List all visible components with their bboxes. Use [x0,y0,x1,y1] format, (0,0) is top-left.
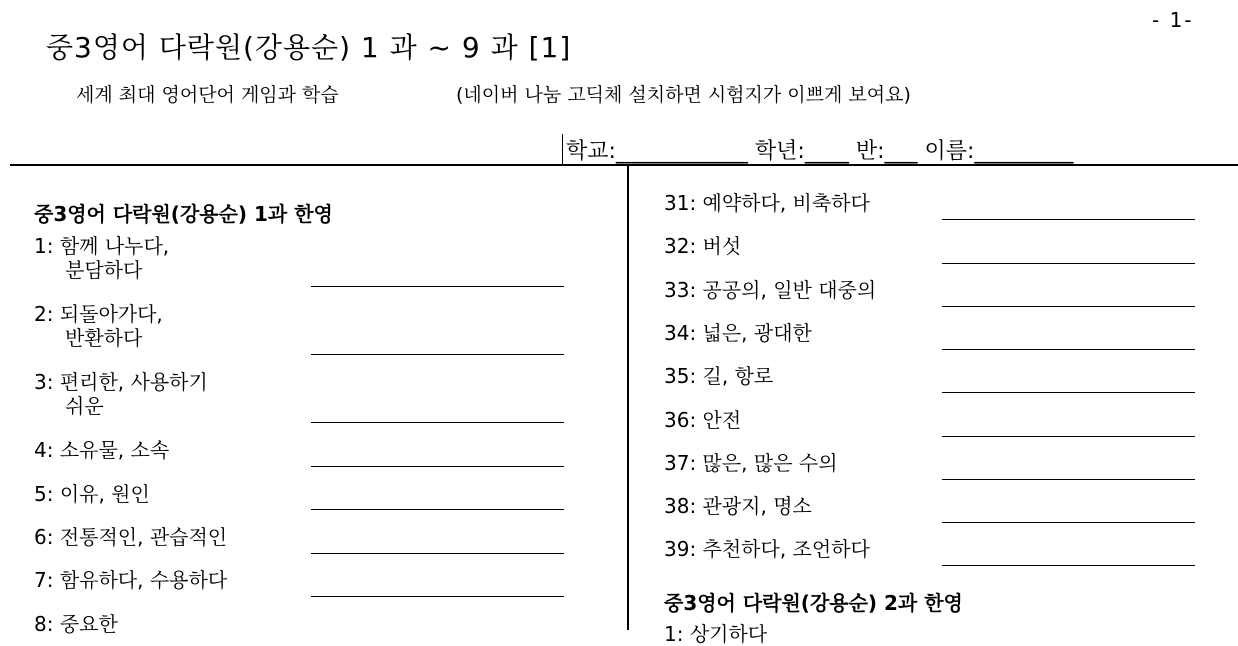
question-text: 버섯 [702,234,742,258]
answer-line[interactable] [942,479,1195,480]
question-text: 편리한, 사용하기 [59,370,208,394]
answer-line[interactable] [311,466,564,467]
question-number: 38: [664,494,697,518]
question-item [664,234,741,258]
question-text: 상기하다 [689,622,768,646]
question-text: 함유하다, 수용하다 [59,568,228,592]
question-number: 35: [664,364,697,388]
question-text: 함께 나누다, [59,234,170,258]
subtitle: 세계 최대 영어단어 게임과 학습 [76,84,339,106]
question-item [34,568,227,592]
question-item [664,364,773,388]
question-number: 2: [34,302,54,326]
question-number: 8: [34,612,54,636]
answer-line[interactable] [942,565,1195,566]
question-text: 소유물, 소속 [59,438,170,462]
question-item [664,408,741,432]
question-text: 예약하다, 비축하다 [702,191,870,215]
question-item [664,622,767,646]
question-number: 7: [34,568,54,592]
answer-line[interactable] [311,354,564,355]
question-item [34,302,163,350]
question-item [34,438,169,462]
question-text: 공공의, 일반 대중의 [702,278,877,302]
answer-line[interactable] [942,349,1195,350]
answer-line[interactable] [942,306,1195,307]
question-number: 4: [34,438,54,462]
question-text: 중요한 [59,612,118,636]
answer-line[interactable] [311,509,564,510]
question-text: 길, 항로 [702,364,774,388]
answer-line[interactable] [311,596,564,597]
question-item [664,191,870,215]
question-number: 37: [664,451,697,475]
font-install-tip: (네이버 나눔 고딕체 설치하면 시험지가 이쁘게 보여요) [456,84,911,106]
question-text: 안전 [702,408,742,432]
question-text-cont: 반환하다 [65,326,143,350]
answer-line[interactable] [311,553,564,554]
question-item [34,482,150,506]
question-item [664,537,870,561]
question-text: 많은, 많은 수의 [702,451,838,475]
question-number: 33: [664,278,697,302]
question-number: 31: [664,191,697,215]
question-item [34,370,208,418]
question-item [664,494,812,518]
question-number: 34: [664,321,697,345]
answer-line[interactable] [942,263,1195,264]
header-divider [10,164,1238,166]
student-info-fields: 학교:____________ 학년:____ 반:___ 이름:_________ [562,134,1073,165]
question-text-cont: 분담하다 [65,258,143,282]
section-title-lesson1: 중3영어 다락원(강용순) 1과 한영 [34,202,333,226]
answer-line[interactable] [942,522,1195,523]
question-item [664,321,812,345]
answer-line[interactable] [311,422,564,423]
column-divider [627,166,629,630]
question-item [34,612,118,636]
question-number: 39: [664,537,697,561]
question-number: 1: [34,234,54,258]
question-number: 32: [664,234,697,258]
question-number: 36: [664,408,697,432]
question-text: 추천하다, 조언하다 [702,537,870,561]
question-text: 전통적인, 관습적인 [59,525,228,549]
question-text: 이유, 원인 [59,482,150,506]
question-text: 넓은, 광대한 [702,321,812,345]
question-number: 3: [34,370,54,394]
answer-line[interactable] [942,392,1195,393]
question-text-cont: 쉬운 [65,394,104,418]
question-number: 5: [34,482,54,506]
question-item [664,451,838,475]
section-title-lesson2: 중3영어 다락원(강용순) 2과 한영 [664,591,963,615]
question-number: 1: [664,622,684,646]
question-item [34,234,169,282]
page-number: - 1- [1152,8,1194,32]
page-title: 중3영어 다락원(강용순) 1 과 ~ 9 과 [1] [46,31,572,64]
question-item [664,278,876,302]
answer-line[interactable] [311,286,564,287]
answer-line[interactable] [942,436,1195,437]
question-text: 되돌아가다, [59,302,163,326]
answer-line[interactable] [942,219,1195,220]
question-item [34,525,227,549]
question-number: 6: [34,525,54,549]
question-text: 관광지, 명소 [702,494,812,518]
